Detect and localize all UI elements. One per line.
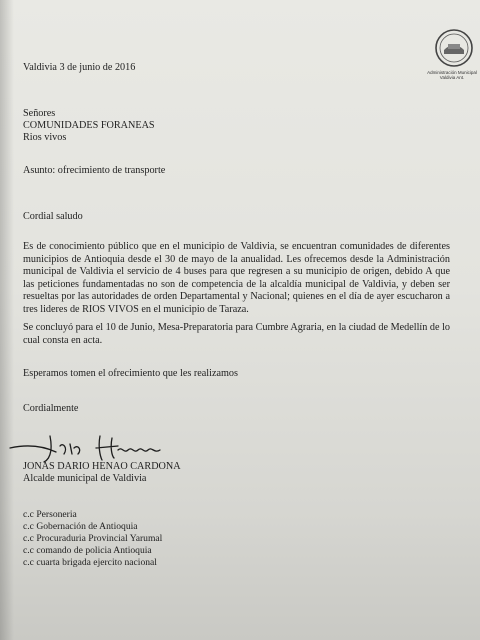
signer-name: JONAS DARIO HENAO CARDONA: [23, 461, 181, 472]
letter-subject: Asunto: ofrecimiento de transporte: [23, 165, 166, 176]
greeting: Cordial saludo: [23, 211, 83, 222]
cc-item: c.c Procuraduria Provincial Yarumal: [23, 533, 163, 544]
handwritten-signature: [8, 426, 168, 466]
recipient-line: Señores: [23, 108, 56, 119]
cc-item: c.c Personeria: [23, 509, 77, 520]
recipient-line: COMUNIDADES FORANEAS: [23, 120, 155, 131]
letter-date: Valdivia 3 de junio de 2016: [23, 62, 136, 73]
recipient-line: Rios vivos: [23, 132, 67, 143]
cc-item: c.c comando de policia Antioquia: [23, 545, 152, 556]
body-paragraph-2: Se concluyó para el 10 de Junio, Mesa-Preparatoria para Cumbre Agraria, en la ciudad de Medellín de lo cual consta en acta.: [23, 322, 450, 346]
page-shadow: [0, 0, 14, 640]
cc-item: c.c Gobernación de Antioquia: [23, 521, 138, 532]
closing-line: Esperamos tomen el ofrecimiento que les realizamos: [23, 368, 238, 379]
body-paragraph-1: Es de conocimiento público que en el municipio de Valdivia, se encuentran comunidades de diferentes municipios de Antioquia desde el 30 de mayo de la anualidad. Les ofrecemos desde la Administración municipal de Valdivia el servicio de 4 buses para que regresen a su municipio de origen, debido A que las peticiones fundamentadas no son de competencia de la alcaldía municipal de Valdivia, y deben ser resueltas por las autoridades de orden Departamental y Nacional; quienes en el día de ayer escucharon a tres lideres de RIOS VIVOS en el municipio de Taraza.: [23, 241, 450, 315]
seal-caption: Administración Municipal Valdivia Ant.: [427, 70, 477, 80]
cc-item: c.c cuarta brigada ejercito nacional: [23, 557, 157, 568]
sign-off: Cordialmente: [23, 403, 79, 414]
municipal-seal-logo: [434, 28, 474, 68]
signer-title: Alcalde municipal de Valdivia: [23, 473, 147, 484]
